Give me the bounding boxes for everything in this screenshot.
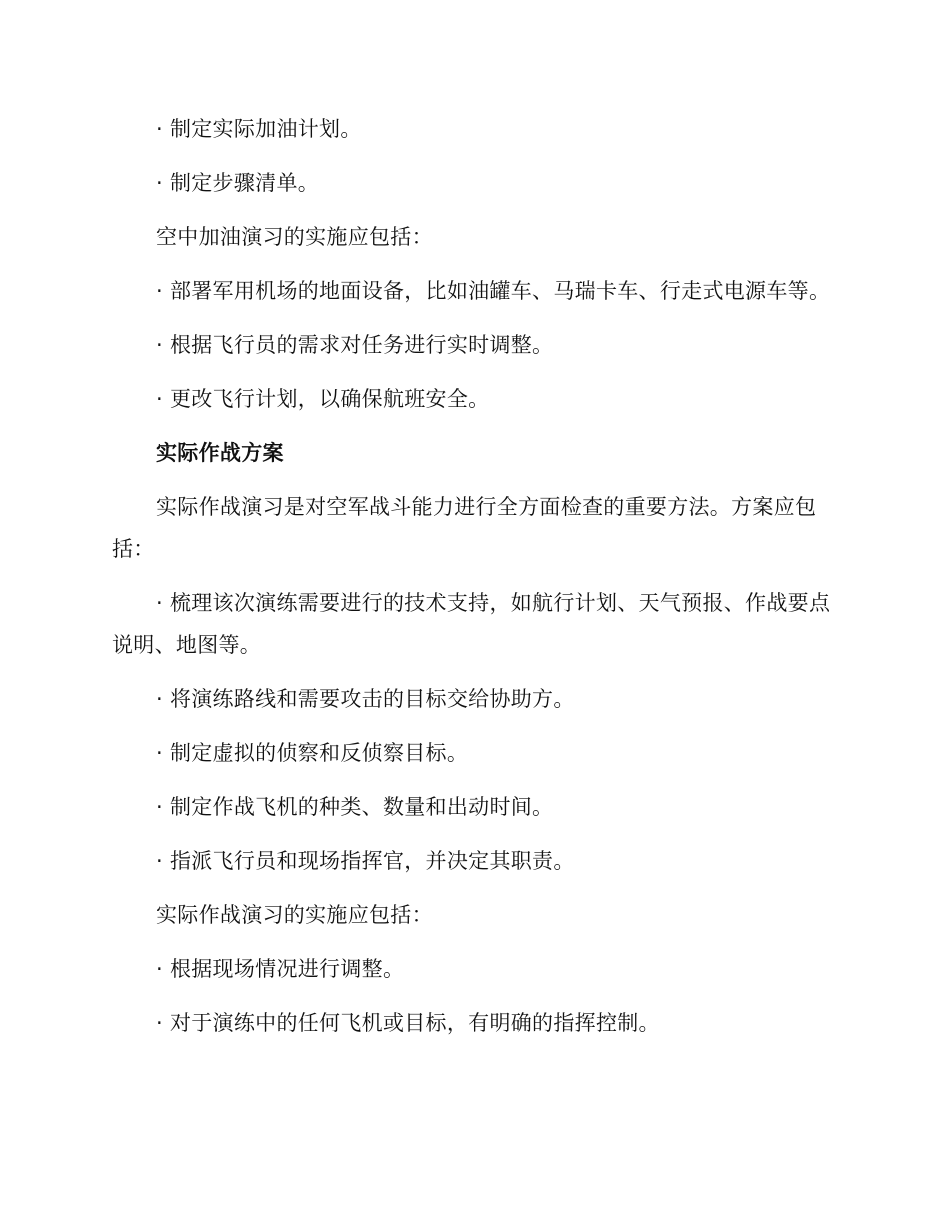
bullet-paragraph: · 制定步骤清单。: [156, 171, 320, 195]
document-body: [112, 108, 838, 1044]
bullet-paragraph: · 制定作战飞机的种类、数量和出动时间。: [156, 795, 554, 819]
bullet-paragraph: · 将演练路线和需要攻击的目标交给协助方。: [156, 687, 575, 711]
body-paragraph: 实际作战演习是对空军战斗能力进行全方面检查的重要方法。方案应包括：: [112, 495, 817, 561]
body-paragraph: 空中加油演习的实施应包括：: [156, 225, 433, 249]
bullet-paragraph: · 更改飞行计划，以确保航班安全。: [156, 387, 490, 411]
section-heading: 实际作战方案: [156, 441, 284, 465]
bullet-paragraph: · 对于演练中的任何飞机或目标，有明确的指挥控制。: [156, 1011, 660, 1035]
bullet-paragraph: · 指派飞行员和现场指挥官，并决定其职责。: [156, 849, 575, 873]
bullet-paragraph: · 根据现场情况进行调整。: [156, 957, 405, 981]
bullet-paragraph: · 制定实际加油计划。: [156, 117, 362, 141]
bullet-paragraph: · 部署军用机场的地面设备，比如油罐车、马瑞卡车、行走式电源车等。: [156, 279, 831, 303]
bullet-paragraph: · 根据飞行员的需求对任务进行实时调整。: [156, 333, 554, 357]
body-paragraph: 实际作战演习的实施应包括：: [156, 903, 433, 927]
bullet-paragraph: · 制定虚拟的侦察和反侦察目标。: [156, 741, 469, 765]
bullet-paragraph: · 梳理该次演练需要进行的技术支持，如航行计划、天气预报、作战要点说明、地图等。: [112, 591, 831, 657]
